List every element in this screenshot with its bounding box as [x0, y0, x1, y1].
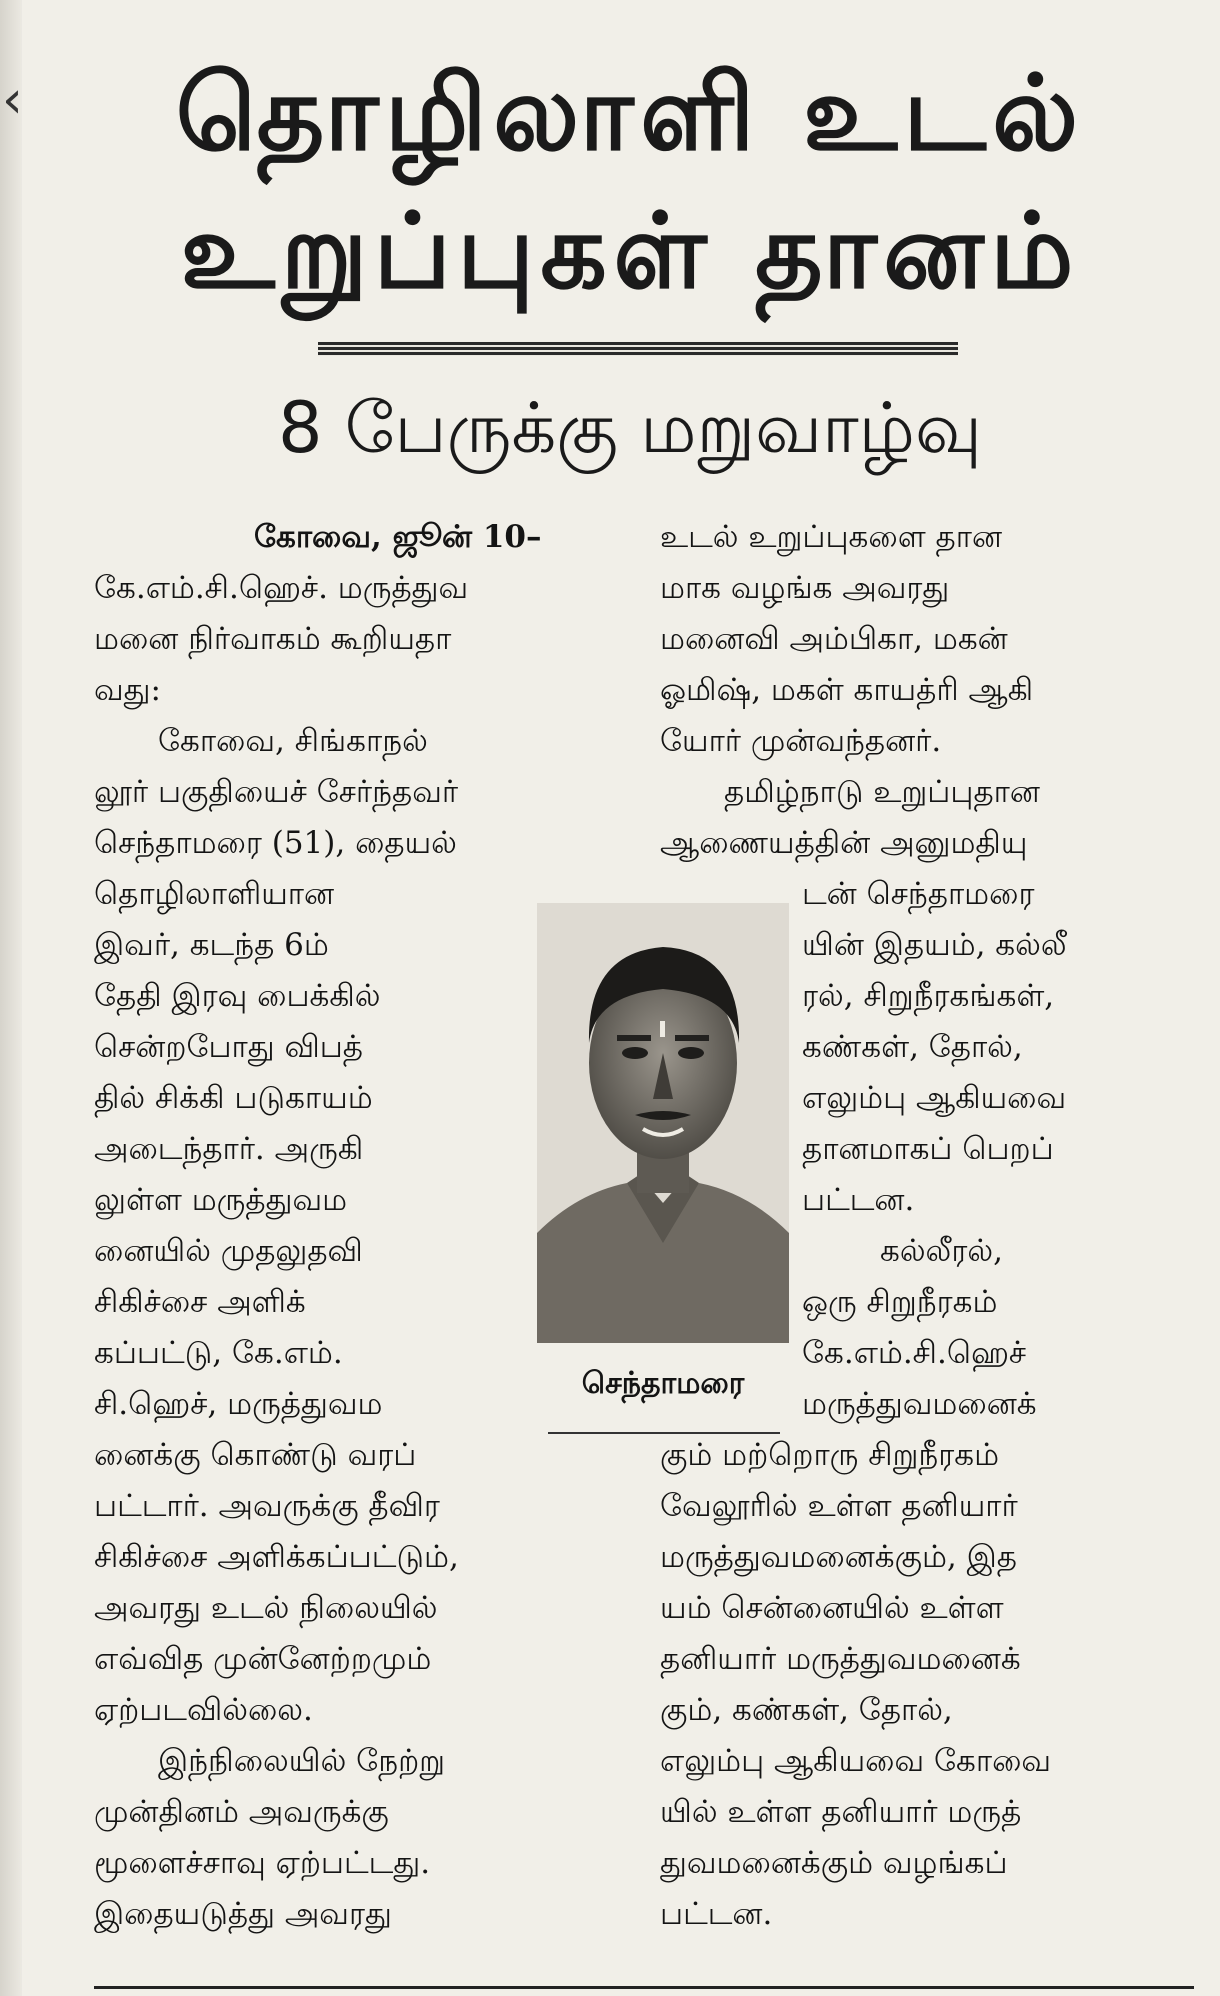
article-line: தொழிலாளியான [94, 876, 335, 912]
article-line: வேலூரில் உள்ள தனியார் [660, 1488, 1018, 1524]
article-line: பட்டார். அவருக்கு தீவிர [94, 1488, 440, 1524]
article-line: மருத்துவமனைக் [802, 1386, 1037, 1422]
article-line: அவரது உடல் நிலையில் [94, 1590, 438, 1626]
article-line: கே.எம்.சி.ஹெச். மருத்துவ [94, 570, 469, 606]
article-line: தில் சிக்கி படுகாயம் [94, 1080, 373, 1116]
article-line: கும், கண்கள், தோல், [660, 1692, 953, 1728]
headline-line-1: தொழிலாளி உடல் [175, 52, 1085, 174]
article-line: இந்நிலையில் நேற்று [158, 1743, 446, 1779]
article-line: யம் சென்னையில் உள்ள [660, 1590, 1004, 1626]
article-line: அடைந்தார். அருகி [94, 1131, 364, 1167]
chevron-left-icon: ‹ [2, 70, 23, 130]
bottom-divider [94, 1986, 1194, 1989]
article-line: சி.ஹெச், மருத்துவம [94, 1386, 383, 1422]
photo-caption: செந்தாமரை [581, 1366, 745, 1401]
headline-divider [318, 342, 958, 356]
headline-line-2: உறுப்புகள் தானம் [180, 190, 1080, 312]
article-line: லுள்ள மருத்துவம [94, 1182, 348, 1218]
article-line: னைக்கு கொண்டு வரப் [94, 1437, 417, 1473]
article-line: கோவை, சிங்காநல் [158, 723, 428, 759]
article-line: தானமாகப் பெறப் [802, 1131, 1054, 1167]
article-line: மருத்துவமனைக்கும், இத [660, 1539, 1017, 1575]
article-line: ஆணையத்தின் அனுமதியு [660, 825, 1028, 861]
subheadline: 8 பேருக்கு மறுவாழ்வு [278, 387, 982, 469]
article-line: தமிழ்நாடு உறுப்புதான [724, 774, 1040, 810]
article-line: மாக வழங்க அவரது [660, 570, 950, 606]
article-line: துவமனைக்கும் வழங்கப் [660, 1845, 1008, 1881]
article-line: யோர் முன்வந்தனர். [660, 723, 942, 759]
caption-divider [548, 1432, 780, 1434]
page-edge [0, 0, 22, 1996]
article-line: சென்றபோது விபத் [94, 1029, 363, 1065]
article-line: வது: [94, 672, 161, 708]
article-line: கே.எம்.சி.ஹெச் [802, 1335, 1027, 1371]
article-line: ஏற்படவில்லை. [94, 1692, 313, 1728]
article-line: சிகிச்சை அளிக் [94, 1284, 306, 1320]
article-line: பட்டன. [660, 1896, 773, 1932]
article-line: தனியார் மருத்துவமனைக் [660, 1641, 1021, 1677]
article-line: எலும்பு ஆகியவை [802, 1080, 1067, 1116]
article-line: னையில் முதலுதவி [94, 1233, 363, 1269]
article-line: இதையடுத்து அவரது [94, 1896, 392, 1932]
article-line: லூர் பகுதியைச் சேர்ந்தவர் [94, 774, 459, 810]
article-line: பட்டன. [802, 1182, 915, 1218]
portrait-photo [537, 903, 789, 1343]
article-line: டன் செந்தாமரை [802, 876, 1035, 912]
article-line: செந்தாமரை (51), தையல் [94, 825, 457, 861]
dateline: கோவை, ஜூன் 10– [254, 519, 542, 555]
article-line: முன்தினம் அவருக்கு [94, 1794, 389, 1830]
article-line: மனைவி அம்பிகா, மகன் [660, 621, 1008, 657]
article-line: ரல், சிறுநீரகங்கள், [802, 978, 1055, 1014]
article-line: யின் இதயம், கல்லீ [802, 927, 1067, 963]
article-line: மூளைச்சாவு ஏற்பட்டது. [94, 1845, 431, 1881]
article-line: மனை நிர்வாகம் கூறியதா [94, 621, 452, 657]
article-line: எவ்வித முன்னேற்றமும் [94, 1641, 432, 1677]
article-line: உடல் உறுப்புகளை தான [660, 519, 1002, 555]
article-line: கல்லீரல், [880, 1233, 1003, 1269]
article-line: சிகிச்சை அளிக்கப்பட்டும், [94, 1539, 459, 1575]
article-line: கப்பட்டு, கே.எம். [94, 1335, 343, 1371]
article-line: ஓமிஷ், மகள் காயத்ரி ஆகி [660, 672, 1034, 708]
article-line: எலும்பு ஆகியவை கோவை [660, 1743, 1052, 1779]
article-line: கும் மற்றொரு சிறுநீரகம் [660, 1437, 1000, 1473]
article-line: தேதி இரவு பைக்கில் [94, 978, 381, 1014]
article-line: கண்கள், தோல், [802, 1029, 1023, 1065]
article-line: இவர், கடந்த 6ம் [94, 927, 329, 963]
article-line: யில் உள்ள தனியார் மருத் [660, 1794, 1022, 1830]
person-portrait-icon [537, 903, 789, 1343]
article-line: ஒரு சிறுநீரகம் [802, 1284, 998, 1320]
